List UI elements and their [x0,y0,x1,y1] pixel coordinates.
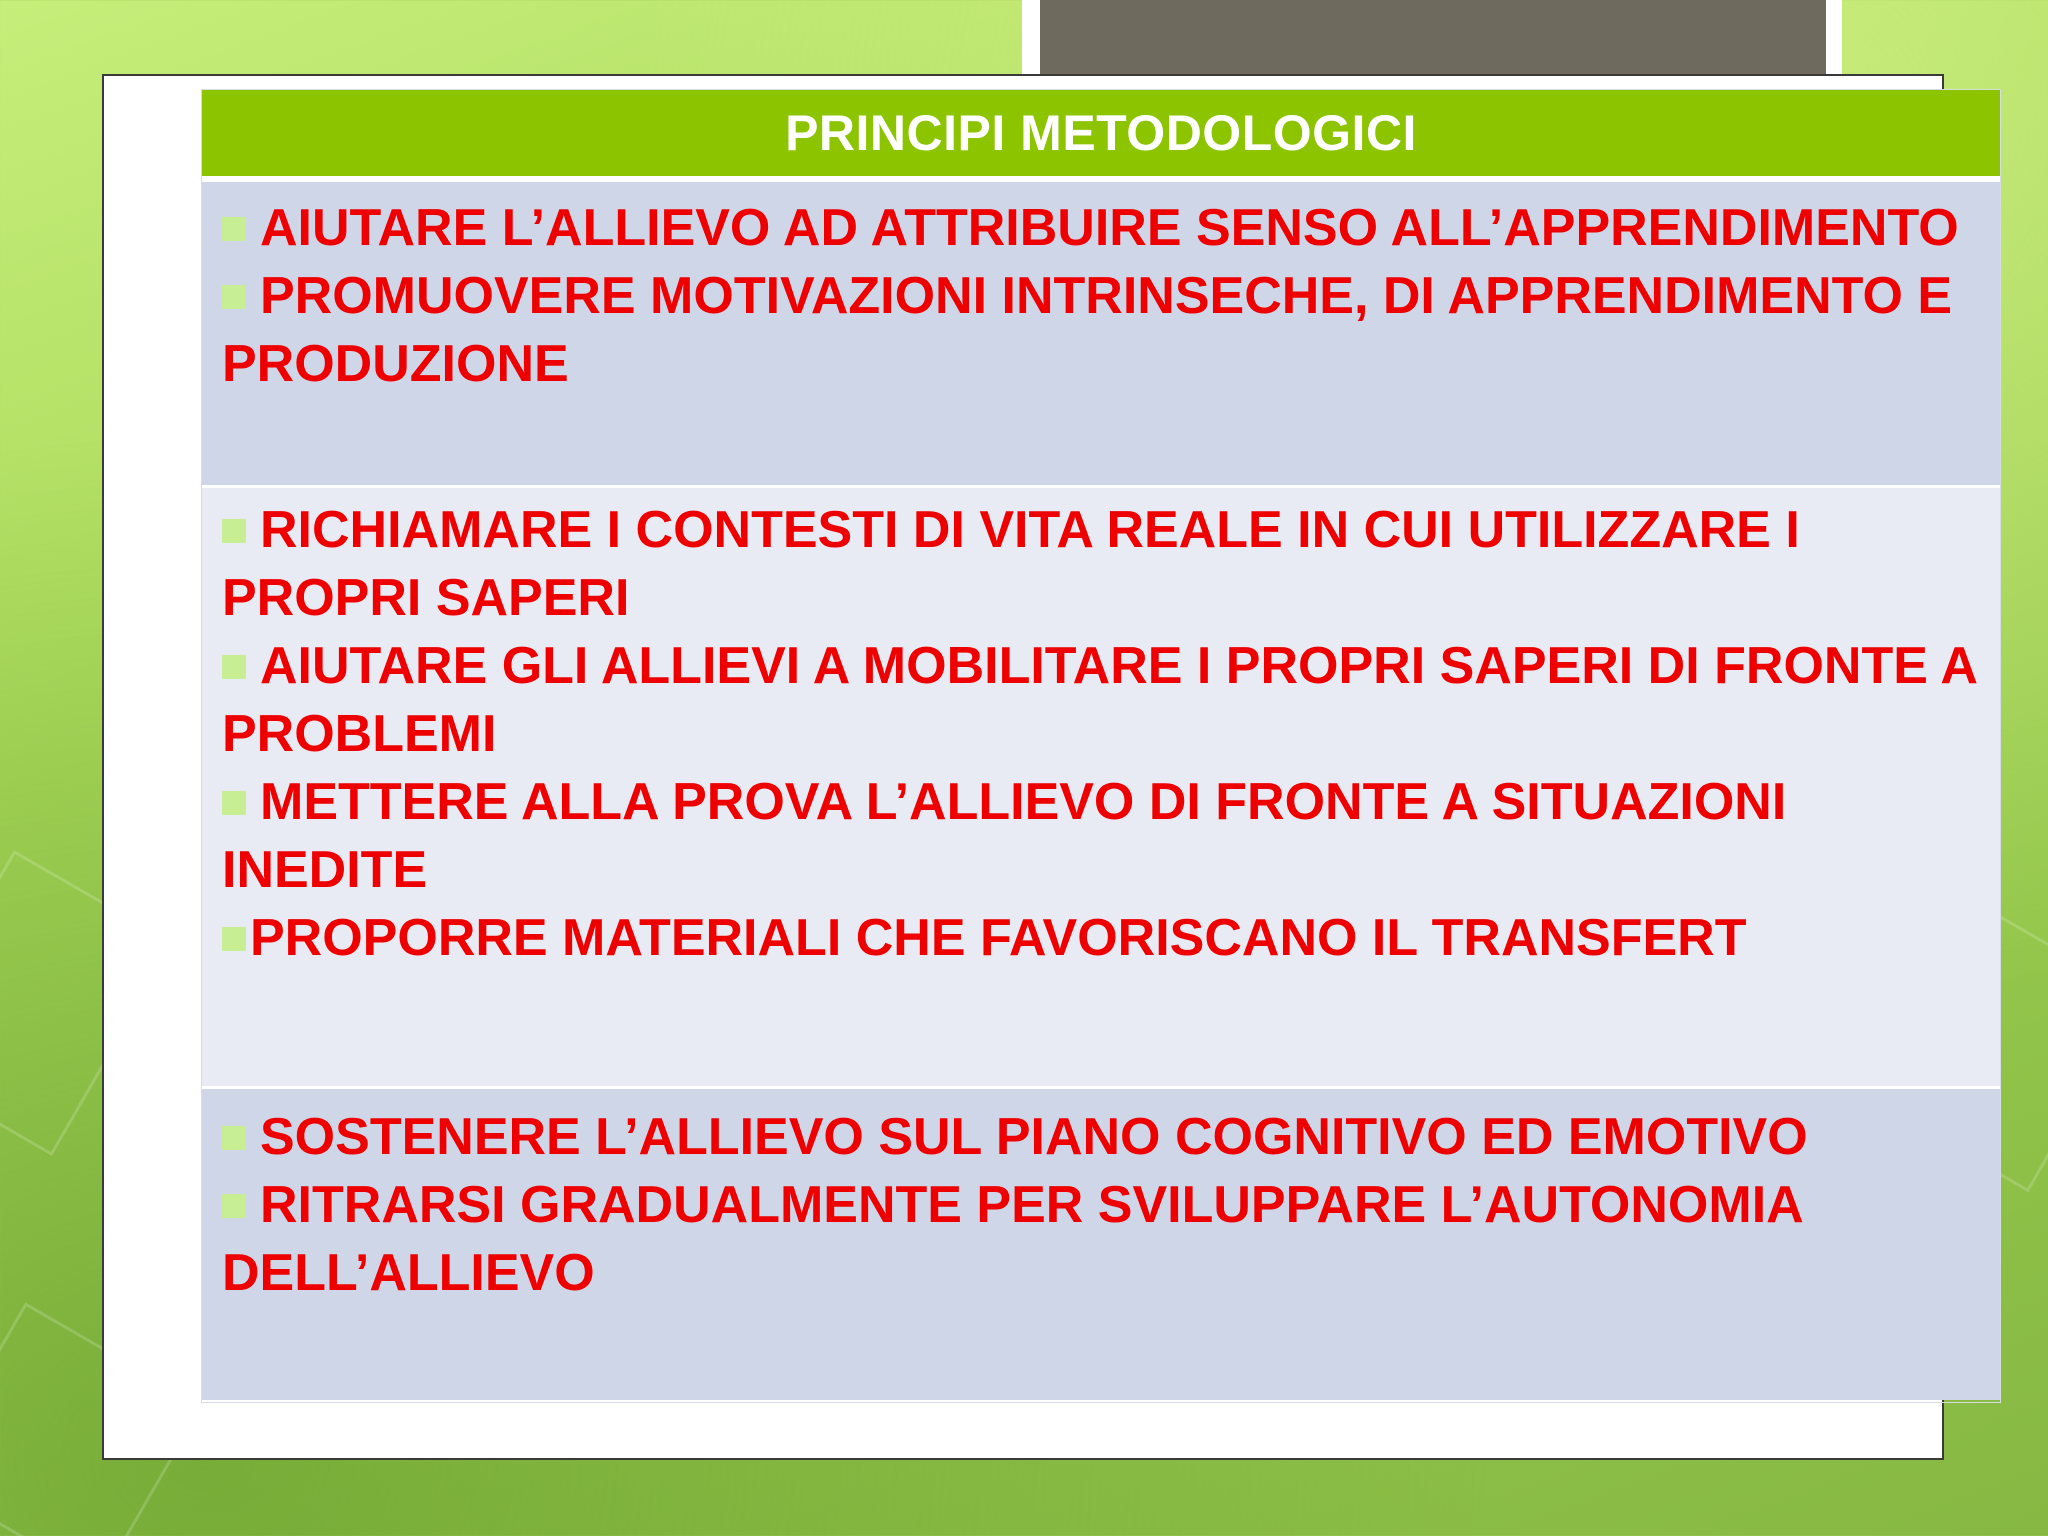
square-bullet-icon [222,285,246,309]
list-item: PROMUOVERE MOTIVAZIONI INTRINSECHE, DI APPRENDIMENTO E PRODUZIONE [222,267,1953,393]
square-bullet-icon [222,1126,246,1150]
table-title: PRINCIPI METODOLOGICI [785,105,1417,161]
list-item: AIUTARE GLI ALLIEVI A MOBILITARE I PROPRI SAPERI DI FRONTE A PROBLEMI [222,637,1977,763]
square-bullet-icon [222,927,246,951]
list-item: PROPORRE MATERIALI CHE FAVORISCANO IL TRANSFERT [222,904,1980,972]
square-bullet-icon [222,655,246,679]
table-row-1 [202,182,2000,488]
methodology-table [202,90,2000,1402]
list-item: RICHIAMARE I CONTESTI DI VITA REALE IN CUI UTILIZZARE I PROPRI SAPERI [222,501,1800,627]
square-bullet-icon [222,519,246,543]
table-header [202,90,2000,182]
table-row-2 [202,488,2000,1089]
list-item: METTERE ALLA PROVA L’ALLIEVO DI FRONTE A SITUAZIONI INEDITE [222,773,1787,899]
square-bullet-icon [222,791,246,815]
list-item: RITRARSI GRADUALMENTE PER SVILUPPARE L’AUTONOMIA DELL’ALLIEVO [222,1176,1802,1302]
list-item: SOSTENERE L’ALLIEVO SUL PIANO COGNITIVO ED EMOTIVO [222,1103,1980,1171]
table-row-3 [202,1089,2000,1400]
square-bullet-icon [222,1194,246,1218]
list-item: AIUTARE L’ALLIEVO AD ATTRIBUIRE SENSO ALL’APPRENDIMENTO [222,194,1980,262]
square-bullet-icon [222,217,246,241]
